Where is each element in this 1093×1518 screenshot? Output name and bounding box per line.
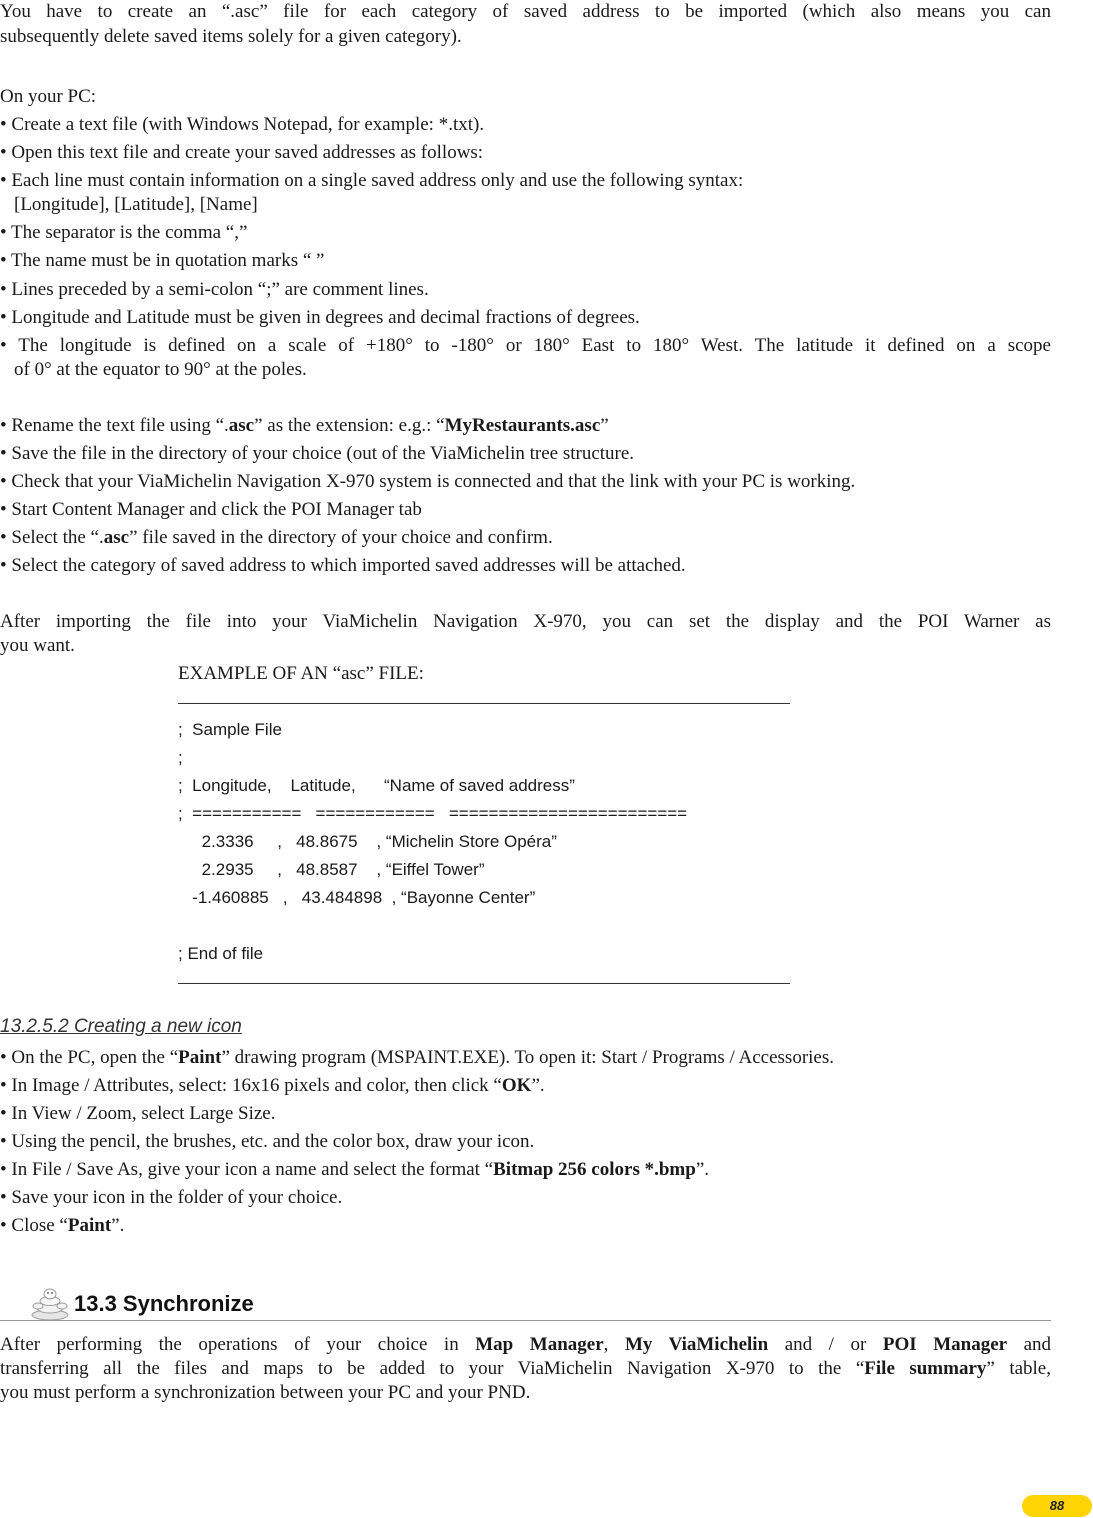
intro-text-1: You have to create an “.asc” file for each category of saved address to be imported (which also means you can bbox=[0, 1, 1051, 22]
after-line-2: you want. bbox=[0, 635, 75, 656]
sync-line-1 bbox=[0, 1333, 1051, 1357]
step-separator: • The separator is the comma “,” bbox=[0, 222, 248, 243]
after-line-1 bbox=[0, 610, 1051, 634]
icon-step-attributes bbox=[0, 1074, 545, 1098]
icon-step7-paint: Paint bbox=[67, 1215, 112, 1236]
step-start-manager: • Start Content Manager and click the POI Manager tab bbox=[0, 499, 422, 520]
example-line-3: ; Longitude, Latitude, “Name of saved address” bbox=[178, 776, 575, 795]
step-line-syntax: • Each line must contain information on a single saved address only and use the following syntax: bbox=[0, 170, 744, 191]
example-bottom-rule bbox=[178, 983, 790, 984]
example-top-rule bbox=[178, 703, 790, 704]
intro-line-1 bbox=[0, 0, 1051, 24]
step-check-link: • Check that your ViaMichelin Navigation X-970 system is connected and that the link with your PC is working. bbox=[0, 471, 856, 492]
sync-line-2 bbox=[0, 1357, 1051, 1381]
icon-step-save-folder: • Save your icon in the folder of your choice. bbox=[0, 1187, 343, 1208]
step-comments: • Lines preceded by a semi-colon “;” are comment lines. bbox=[0, 279, 429, 300]
longitude-scale-text: • The longitude is defined on a scale of +180° to -180° or 180° East to 180° West. The latitude it defined on a scope bbox=[0, 335, 1051, 356]
sync-section-title: 13.3 Synchronize bbox=[74, 1291, 254, 1316]
icon-step1-a: • On the PC, open the “ bbox=[0, 1047, 179, 1068]
step-degrees: • Longitude and Latitude must be given in degrees and decimal fractions of degrees. bbox=[0, 307, 640, 328]
select-asc-ext: asc bbox=[103, 527, 130, 548]
michelin-mascot-icon bbox=[30, 1286, 70, 1320]
icon-section-heading: 13.2.5.2 Creating a new icon bbox=[0, 1016, 242, 1037]
step-open-file: • Open this text file and create your saved addresses as follows: bbox=[0, 142, 484, 163]
step-create-file: • Create a text file (with Windows Notepad, for example: *.txt). bbox=[0, 114, 485, 135]
rename-ext: asc bbox=[228, 415, 255, 436]
example-line-6: 2.2935 , 48.8587 , “Eiffel Tower” bbox=[178, 860, 485, 879]
step-select-category: • Select the category of saved address to which imported saved addresses will be attached. bbox=[0, 555, 686, 576]
sync-text-2a: transferring all the files and maps to be added to your ViaMichelin Navigation X-970 to the “ bbox=[0, 1358, 865, 1379]
select-asc-a: • Select the “. bbox=[0, 527, 104, 548]
icon-step2-c: ”. bbox=[531, 1075, 545, 1096]
icon-step-zoom: • In View / Zoom, select Large Size. bbox=[0, 1103, 276, 1124]
icon-step7-a: • Close “ bbox=[0, 1215, 68, 1236]
step-latitude-scope: of 0° at the equator to 90° at the poles. bbox=[14, 359, 307, 380]
step-longitude-scale bbox=[0, 334, 1051, 358]
icon-step5-a: • In File / Save As, give your icon a name and select the format “ bbox=[0, 1159, 494, 1180]
step-quotation: • The name must be in quotation marks “ ” bbox=[0, 250, 325, 271]
rename-text-c: ” as the extension: e.g.: “ bbox=[254, 415, 445, 436]
sync-and-or: and / or bbox=[784, 1334, 867, 1355]
sync-line-3: you must perform a synchronization between your PC and your PND. bbox=[0, 1382, 531, 1403]
sync-text-a: After performing the operations of your choice in bbox=[0, 1334, 459, 1355]
example-line-7: -1.460885 , 43.484898 , “Bayonne Center” bbox=[178, 888, 536, 907]
icon-step-close bbox=[0, 1214, 124, 1238]
steps-heading: On your PC: bbox=[0, 86, 97, 107]
icon-step1-c: ” drawing program (MSPAINT.EXE). To open it: Start / Programs / Accessories. bbox=[221, 1047, 835, 1068]
select-asc-c: ” file saved in the directory of your choice and confirm. bbox=[129, 527, 553, 548]
intro-line-2: subsequently delete saved items solely for a given category). bbox=[0, 26, 462, 47]
sync-text-2c: ” table, bbox=[986, 1358, 1051, 1379]
icon-step-open-paint bbox=[0, 1046, 834, 1070]
sync-map-manager: Map Manager bbox=[475, 1334, 604, 1355]
icon-step-draw: • Using the pencil, the brushes, etc. and the color box, draw your icon. bbox=[0, 1131, 535, 1152]
icon-step5-format: Bitmap 256 colors *.bmp bbox=[493, 1159, 696, 1180]
rename-example: MyRestaurants.asc bbox=[444, 415, 601, 436]
sync-file-summary: File summary bbox=[864, 1358, 987, 1379]
sync-comma: , bbox=[603, 1334, 609, 1355]
example-line-8: ; End of file bbox=[178, 944, 264, 963]
sync-section-header bbox=[0, 1286, 1051, 1321]
icon-step2-a: • In Image / Attributes, select: 16x16 pixels and color, then click “ bbox=[0, 1075, 502, 1096]
example-title: EXAMPLE OF AN “asc” FILE: bbox=[178, 663, 424, 684]
step-select-asc bbox=[0, 526, 553, 550]
sync-and: and bbox=[1023, 1334, 1052, 1355]
page-number-badge: 88 bbox=[1022, 1495, 1092, 1517]
step-save-dir: • Save the file in the directory of your choice (out of the ViaMichelin tree structure. bbox=[0, 443, 635, 464]
rename-text-a: • Rename the text file using “. bbox=[0, 415, 229, 436]
icon-step-save-as bbox=[0, 1158, 709, 1182]
example-line-4: ; =========== ============ ======================== bbox=[178, 804, 688, 823]
step-rename bbox=[0, 414, 609, 438]
rename-text-e: ” bbox=[600, 415, 609, 436]
syntax-format: [Longitude], [Latitude], [Name] bbox=[14, 194, 258, 215]
icon-step2-ok: OK bbox=[501, 1075, 532, 1096]
icon-step1-paint: Paint bbox=[178, 1047, 222, 1068]
icon-step5-c: ”. bbox=[695, 1159, 709, 1180]
example-line-2: ; bbox=[178, 748, 183, 767]
icon-step7-c: ”. bbox=[111, 1215, 125, 1236]
example-line-1: ; Sample File bbox=[178, 720, 282, 739]
example-line-5: 2.3336 , 48.8675 , “Michelin Store Opéra” bbox=[178, 832, 557, 851]
sync-poi-manager: POI Manager bbox=[882, 1334, 1008, 1355]
sync-my-viamichelin: My ViaMichelin bbox=[624, 1334, 769, 1355]
after-text-1: After importing the file into your ViaMichelin Navigation X-970, you can set the display and the POI Warner as bbox=[0, 611, 1051, 632]
